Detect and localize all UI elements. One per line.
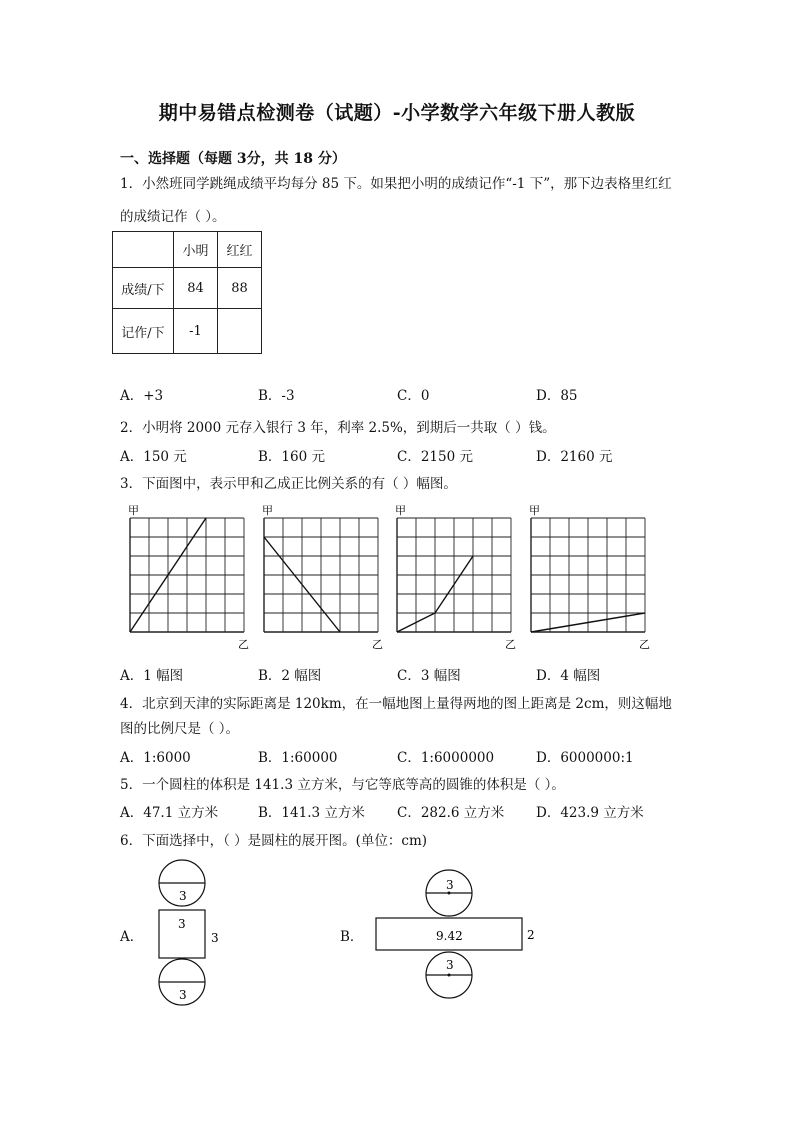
q1-option-b[interactable]: B．-3 [258,388,295,404]
question-1-line1: 1．小然班同学跳绳成绩平均每分 85 下。如果把小明的成绩记作“-1 下”，那下边表格里红红 [120,176,672,192]
graph-1-y-label: 甲 [128,504,139,517]
net-b-top-label: 3 [446,878,454,892]
graph-2-x-label: 乙 [372,638,383,651]
net-b-bottom-label: 3 [446,958,454,972]
table-row-label-record: 记作/下 [113,309,174,354]
q3-option-a[interactable]: A．1 幅图 [120,668,184,684]
q5-option-d[interactable]: D．423.9 立方米 [536,805,644,821]
table-corner-cell [113,232,174,268]
graph-2-y-label: 甲 [262,504,273,517]
graph-3-y-label: 甲 [395,504,406,517]
table-header-honghong: 红红 [218,232,262,268]
q2-option-b[interactable]: B．160 元 [258,449,325,465]
q3-option-c[interactable]: C．3 幅图 [397,668,461,684]
table-cell-score-honghong: 88 [218,268,262,309]
graph-3-x-label: 乙 [505,638,516,651]
q4-option-d[interactable]: D．6000000:1 [536,750,634,766]
net-a-rect-label: 3 [178,917,186,931]
q3-option-d[interactable]: D．4 幅图 [536,668,601,684]
q6-option-b-label[interactable]: B． [340,929,364,945]
net-a-top-label: 3 [179,889,187,903]
q5-option-b[interactable]: B．141.3 立方米 [258,805,365,821]
question-2: 2．小明将 2000 元存入银行 3 年，利率 2.5%，到期后一共取（ ）钱。 [120,420,556,436]
q4-option-a[interactable]: A．1:6000 [120,750,191,766]
q6-option-a-label[interactable]: A． [120,929,144,945]
graph-4-x-label: 乙 [639,638,650,651]
net-a-side-label: 3 [211,931,219,945]
q5-option-c[interactable]: C．282.6 立方米 [397,805,505,821]
table-row-label-score: 成绩/下 [113,268,174,309]
graphs-svg [120,500,660,652]
question-5: 5．一个圆柱的体积是 141.3 立方米，与它等底等高的圆锥的体积是（ ）。 [120,777,565,793]
graph-1-x-label: 乙 [238,638,249,651]
net-b-side-label: 2 [527,928,535,942]
table-cell-record-xiaoming: -1 [174,309,218,354]
question-1-line2: 的成绩记作（ ）。 [120,209,226,225]
cylinder-net-a [150,858,230,1008]
q1-option-d[interactable]: D．85 [536,388,578,404]
net-b-bottom-center [448,974,451,977]
question-6: 6．下面选择中，（ ）是圆柱的展开图。(单位：cm) [120,833,428,849]
q4-option-c[interactable]: C．1:6000000 [397,750,495,766]
net-b-rect-label: 9.42 [436,929,463,943]
q1-option-a[interactable]: A．+3 [120,388,164,404]
q2-option-a[interactable]: A．150 元 [120,449,187,465]
q2-option-d[interactable]: D．2160 元 [536,449,613,465]
question-3: 3．下面图中，表示甲和乙成正比例关系的有（ ）幅图。 [120,476,457,492]
net-a-bottom-label: 3 [179,988,187,1002]
q4-option-b[interactable]: B．1:60000 [258,750,338,766]
question-4-line2: 图的比例尺是（ ）。 [120,721,240,737]
proportion-graphs [120,500,660,652]
score-table [112,231,262,354]
cylinder-net-b [370,868,550,1004]
graph-4-y-label: 甲 [529,504,540,517]
q1-option-c[interactable]: C．0 [397,388,430,404]
q3-option-b[interactable]: B．2 幅图 [258,668,322,684]
table-cell-score-xiaoming: 84 [174,268,218,309]
question-4-line1: 4．北京到天津的实际距离是 120km，在一幅地图上量得两地的图上距离是 2cm，则这幅地 [120,696,672,712]
section-heading: 一、选择题（每题 3分，共 18 分） [120,151,346,167]
page-title: 期中易错点检测卷（试题）-小学数学六年级下册人教版 [158,102,636,124]
q2-option-c[interactable]: C．2150 元 [397,449,473,465]
q5-option-a[interactable]: A．47.1 立方米 [120,805,219,821]
table-cell-record-honghong [218,309,262,354]
table-header-xiaoming: 小明 [174,232,218,268]
